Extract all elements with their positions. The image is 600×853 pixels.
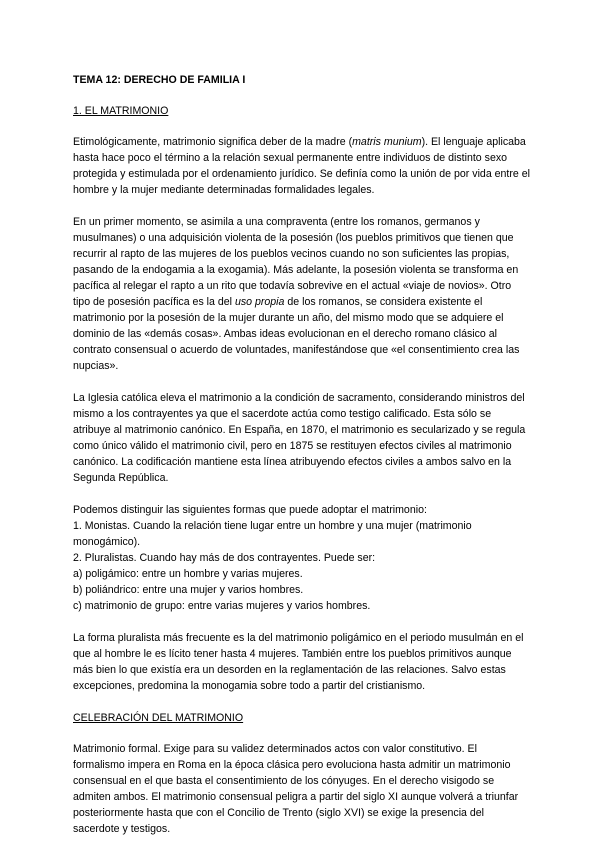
paragraph-text: ). El lenguaje aplicaba hasta hace poco el término a la relación sexual permanente entre individuos de distinto sexo protegida y estimulada por el ordenamiento jurídico. Se definía como la unión de por vida entre el hombre y la mujer mediante determinadas formalidades legales. — [73, 136, 530, 196]
paragraph-text: Etimológicamente, matrimonio significa deber de la madre ( — [73, 136, 353, 148]
list-item: a) poligámico: entre un hombre y varias mujeres. — [73, 568, 303, 580]
paragraph-text: de los romanos, se considera existente el matrimonio por la posesión de la mujer durante un año, del mismo modo que se adquiere el dominio de las «demás cosas». Ambas ideas evolucionan en el derecho romano clásico al contrato consensual o acuerdo de voluntades, manifestándose que «el consentimiento crea las nupcias». — [73, 296, 520, 372]
paragraph-text: En un primer momento, se asimila a una compraventa (entre los romanos, germanos y musulmanes) o una adquisición violenta de la posesión (los pueblos primitivos que tienen que recurrir al rapto de las mujeres de los pueblos vecinos cuando no son suficientes las propias, pasando de la endogamia a la exogamia). Más adelante, la posesión violenta se transforma en pacífica al relegar el rapto a un rito que todavía sobrevive en el actual «viaje de novios». Otro tipo de posesión pacífica es la del — [73, 216, 519, 308]
paragraph-church: La Iglesia católica eleva el matrimonio a la condición de sacramento, considerando ministros del mismo a los contrayentes ya que el sacerdote actúa como testigo calificado. Esta sólo se atribuye al matrimonio canónico. En España, en 1870, el matrimonio es secularizado y se regula como único válido el matrimonio civil, pero en 1875 se restituyen efectos civiles al matrimonio canónico. La codificación mantiene esta línea atribuyendo efectos civiles a ambos salvo en la Segunda República. — [73, 392, 526, 484]
list-item: 1. Monistas. Cuando la relación tiene lugar entre un hombre y una mujer (matrimonio monogámico). — [73, 520, 472, 548]
forms-list — [73, 502, 530, 614]
section-heading-celebracion: CELEBRACIÓN DEL MATRIMONIO — [73, 712, 244, 724]
document-title: TEMA 12: DERECHO DE FAMILIA I — [73, 74, 246, 86]
list-intro: Podemos distinguir las siguientes formas que puede adoptar el matrimonio: — [73, 504, 427, 516]
paragraph-etymology — [73, 134, 530, 198]
paragraph-formal: Matrimonio formal. Exige para su validez determinados actos con valor constitutivo. El formalismo impera en Roma en la época clásica pero evoluciona hasta admitir un matrimonio consensual en el que basta el consentimiento de los cónyuges. En el derecho visigodo se admiten ambos. El matrimonio consensual peligra a partir del siglo XI aunque volverá a triunfar posteriormente hasta que con el Concilio de Trento (siglo XVI) se exige la presencia del sacerdote y testigos. — [73, 743, 519, 835]
section-heading-matrimonio: 1. EL MATRIMONIO — [73, 105, 169, 117]
paragraph-history — [73, 214, 530, 374]
paragraph-pluralist: La forma pluralista más frecuente es la del matrimonio poligámico en el periodo musulmán en el que al hombre le es lícito tener hasta 4 mujeres. También entre los pueblos primitivos aunque más bien lo que existía era un desorden en la reglamentación de las relaciones. Salvo estas excepciones, predomina la monogamia sobre todo a partir del cristianismo. — [73, 632, 524, 692]
list-item: b) poliándrico: entre una mujer y varios hombres. — [73, 584, 304, 596]
latin-term: uso propia — [234, 296, 285, 308]
latin-term: matris munium — [352, 136, 422, 148]
list-item: 2. Pluralistas. Cuando hay más de dos contrayentes. Puede ser: — [73, 552, 376, 564]
document-page — [73, 72, 530, 853]
list-item: c) matrimonio de grupo: entre varias mujeres y varios hombres. — [73, 600, 371, 612]
